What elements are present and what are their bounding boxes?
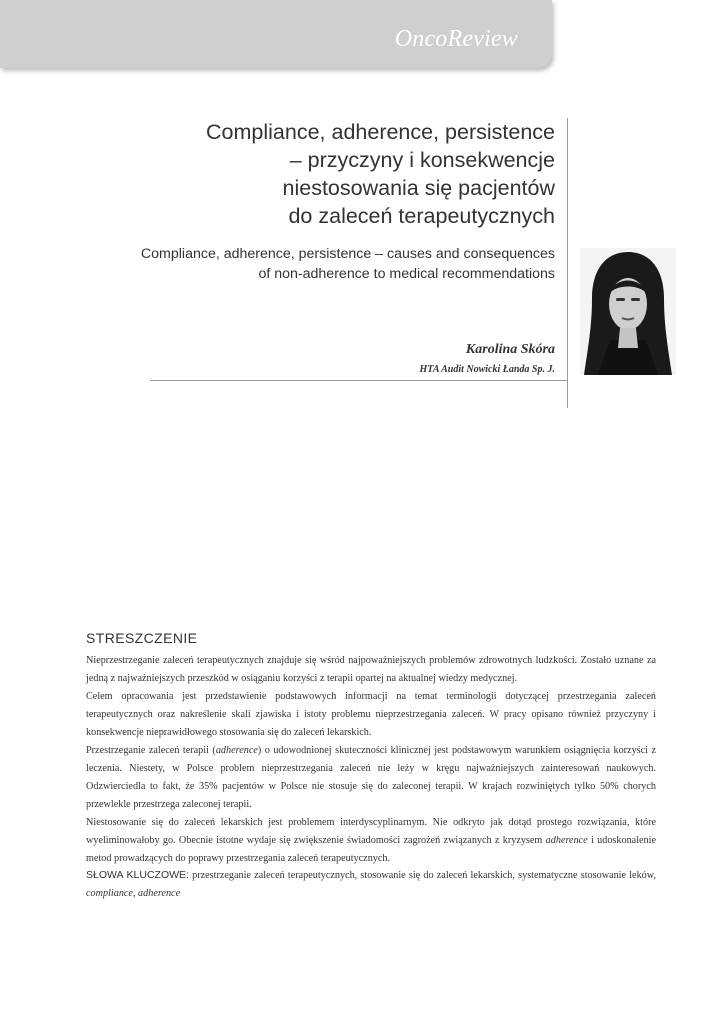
keywords [86, 866, 656, 903]
author-affiliation: HTA Audit Nowicki Łanda Sp. J. [419, 364, 555, 375]
abstract-paragraph: Nieprzestrzeganie zaleceń terapeutycznych znajduje się wśród najpoważniejszych problemów zdrowotnych ludzkości. Zostało uznane za jedną z najważniejszych przeszkód w osiąganiu korzyści z terapii opartej na aktualnej wiedzy medycznej. [86, 655, 656, 684]
keywords-text: przestrzeganie zaleceń terapeutycznych, stosowanie się do zaleceń lekarskich, systematyczne stosowanie leków, [188, 870, 656, 881]
keywords-emphasis: compliance, adherence [86, 888, 181, 899]
abstract-text: Przestrzeganie zaleceń terapii ( [86, 745, 216, 756]
subtitle-line: Compliance, adherence, persistence – causes and consequences [140, 246, 555, 262]
journal-header-tab [0, 0, 552, 68]
abstract-heading: STRESZCZENIE [86, 630, 198, 646]
abstract-text: ) o udowodnionej skuteczności klinicznej jest podstawowym warunkiem osiągnięcia korzyści z leczenia. Niestety, w Polsce problem nieprzestrzegania zaleceń nie leży w kręgu najważniejszych zainteresowań naukowych. Odzwierciedla to fakt, że 35% pacjentów w Polsce nie stosuje się do zaleconej terapii. W krajach rozwiniętych tylko 50% chorych przewlekle przestrzega zaleconej terapii. [86, 745, 656, 810]
abstract-text: i udoskonalenie metod prowadzących do poprawy przestrzegania zaleceń terapeutycznych. [86, 835, 656, 864]
abstract-emphasis: adherence [545, 835, 588, 846]
vertical-divider [567, 118, 568, 408]
title-line: do zaleceń terapeutycznych [288, 204, 555, 228]
abstract-paragraph [86, 742, 656, 814]
horizontal-divider [150, 380, 568, 381]
author-photo [580, 248, 676, 375]
keywords-label: SŁOWA KLUCZOWE: [86, 869, 189, 881]
title-line: Compliance, adherence, persistence [206, 120, 555, 144]
author-name: Karolina Skóra [465, 342, 555, 357]
article-title [135, 118, 555, 230]
article-subtitle [125, 244, 555, 284]
abstract-paragraph: Celem opracowania jest przedstawienie podstawowych informacji na temat terminologii dotyczącej przestrzegania zaleceń terapeutycznych oraz nakreślenie skali zjawiska i istoty problemu nieprzestrzegania zaleceń. W pracy opisano również przyczyny i konsekwencje nieprawidłowego stosowania się do zaleceń lekarskich. [86, 691, 656, 738]
journal-name: OncoReview [394, 26, 518, 52]
title-line: niestosowania się pacjentów [282, 176, 555, 200]
title-line: – przyczyny i konsekwencje [289, 148, 555, 172]
subtitle-line: of non-adherence to medical recommendations [258, 266, 555, 282]
abstract-body [86, 652, 656, 868]
abstract-text: Niestosowanie się do zaleceń lekarskich jest problemem interdyscyplinarnym. Nie odkryto jak dotąd prostego rozwiązania, które wyeliminowałoby go. Obecnie istotne wydaje się zwiększenie świadomości zagrożeń związanych z kryzysem [86, 817, 656, 846]
abstract-paragraph [86, 814, 656, 868]
abstract-emphasis: adherence [215, 745, 258, 756]
